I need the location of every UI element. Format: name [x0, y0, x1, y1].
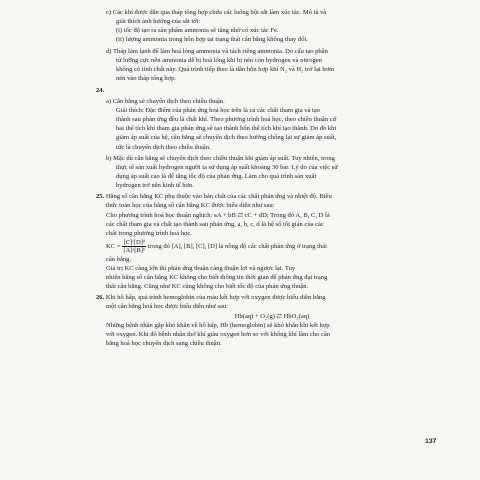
kc-denominator: [A]ᵃ[B]ᵇ [123, 246, 146, 254]
q24-a-expl-4: giảm áp suất của hệ, cân bằng sẽ chuyển dịch theo hướng chống lại sự giảm áp suất, [116, 134, 337, 142]
q23-d-line2: tử lưỡng cực nên ammonia dễ bị hoá lỏng khi bị nén còn hydrogen và nitrogen [116, 56, 322, 64]
q24-a-answer: a) Cân bằng sẽ chuyển dịch theo chiều thuận. [106, 98, 225, 106]
q23-d-line1: d) Tháp làm lạnh để làm hoá lỏng ammonia và tách riêng ammonia. Do cấu tạo phân [106, 47, 328, 55]
q25-line4: các chất tham gia và chất tạo thành sau phản ứng, a, b, c, d là hệ số tối giản của các [106, 220, 324, 228]
kc-expression [96, 239, 448, 254]
q26-number: 26. [96, 294, 105, 302]
q25-line5: chất trong phương trình hoá học. [106, 229, 192, 237]
q24-number: 24. [96, 86, 105, 94]
q25-line2: thức toán học của hằng số cân bằng KC được biểu diễn như sau: [106, 202, 275, 210]
kc-label: KC = [106, 242, 121, 250]
q23-c-line2: giải thích ảnh hưởng của sắt tới: [116, 18, 201, 26]
hemoglobin-equation: Hb(aq) + O₂(g) ⇄ HbO₂(aq) [234, 312, 310, 320]
q25-number: 25. [96, 193, 105, 201]
q24-b-3: dụng áp suất cao là để tăng tốc độ của phản ứng. Làm cho quá trình sản xuất [116, 172, 317, 180]
q26 [96, 293, 448, 348]
kc-fraction [122, 239, 146, 254]
q25-line9: thái cân bằng. Cũng như KC cũng không cho biết tốc độ của phản ứng thuận. [106, 283, 309, 291]
q23-c-ii: (ii) lượng ammonia trong hỗn hợp tại trạng thái cân bằng không thay đổi. [116, 36, 308, 44]
q23-c [96, 8, 448, 44]
q24-a-expl-2: thành sau phản ứng đều là chất khí. Theo phương trình hoá học, theo chiều thuận cứ [116, 116, 337, 124]
q26-line2: một cân bằng hoá học được biểu diễn như sau: [106, 303, 229, 311]
kc-numerator: [C]ᶜ[D]ᵈ [123, 238, 145, 246]
q24-a-expl-1: Giải thích: Đặc điểm của phản ứng hoá học trên là cả các chất tham gia và tạo [116, 107, 321, 115]
q23-d [96, 47, 448, 83]
q23-d-line4: nén vào tháp tổng hợp. [116, 74, 177, 82]
q25 [96, 192, 448, 291]
q26-line5: bằng hoá học chuyển dịch sang chiều thuận. [106, 339, 222, 347]
q26-line4: với oxygen. Khi đó bệnh nhân thở khí giàu oxygen hơn so với không khí làm cho cân [106, 330, 331, 338]
q23-d-line3: không có tính chất này. Quá trình tiếp theo là dẫn hỗn hợp khí N₂ và H₂ trở lại bơm [116, 65, 335, 73]
q24-b-2: thực tế sản xuất hydrogen người ta sử dụng áp suất khoảng 30 bar. Lý do của việc sử [116, 163, 338, 171]
q25-line7: Giá trị KC càng lớn thì phản ứng thuận càng thuận lợi và ngược lại. Tuy [106, 264, 296, 272]
q24-a [96, 97, 448, 152]
q25-line8: nhiên hằng số cân bằng KC không cho biết thông tin thời gian để phản ứng đạt trạng [106, 274, 328, 281]
page-content [96, 8, 448, 350]
q25-line1: Hằng số cân bằng KC phụ thuộc vào bản chất của các chất phản ứng và nhiệt độ. Biểu [105, 193, 332, 201]
page-number: 137 [425, 438, 437, 445]
q25-line3: Cho phương trình hoá học thuận nghịch: aA + bB ⇄ cC + dD; Trong đó A, B, C, D là [106, 211, 330, 219]
q26-line1: Khi hô hấp, quá trình hemoglobin của máu kết hợp với oxygen được biểu diễn bằng [105, 294, 326, 302]
q24-b-4: hydrogen trở nên kinh tế hơn. [116, 182, 194, 190]
q24-b [96, 154, 448, 190]
q24-b-1: b) Mặc dù cân bằng sẽ chuyển dịch theo chiều thuận khi giảm áp suất. Tuy nhiên, trong [106, 154, 335, 162]
q25-line6: cân bằng. [106, 255, 132, 263]
q24-a-expl-3: hai thể tích khí tham gia phản ứng sẽ tạo thành bốn thể tích khí tạo thành. Do đó khi [116, 125, 337, 133]
q23-c-i: (i) tốc độ tạo ra sản phẩm ammonia sẽ tăng nhờ có xúc tác Fe. [116, 27, 279, 35]
q26-line3: Những bệnh nhân gặp khó khăn về hô hấp, Hb (hemoglobin) sẽ khó khăn khi kết hợp [106, 321, 330, 329]
q23-c-line1: c) Các khí được dẫn qua tháp tổng hợp chứa các luống bột sắt làm xúc tác. Mô tả và [106, 9, 327, 16]
kc-description: trong đó [A], [B], [C], [D] là nồng độ các chất phản ứng ở trạng thái [147, 242, 327, 250]
q24-a-expl-5: tức là chuyển dịch theo chiều thuận. [116, 143, 211, 151]
